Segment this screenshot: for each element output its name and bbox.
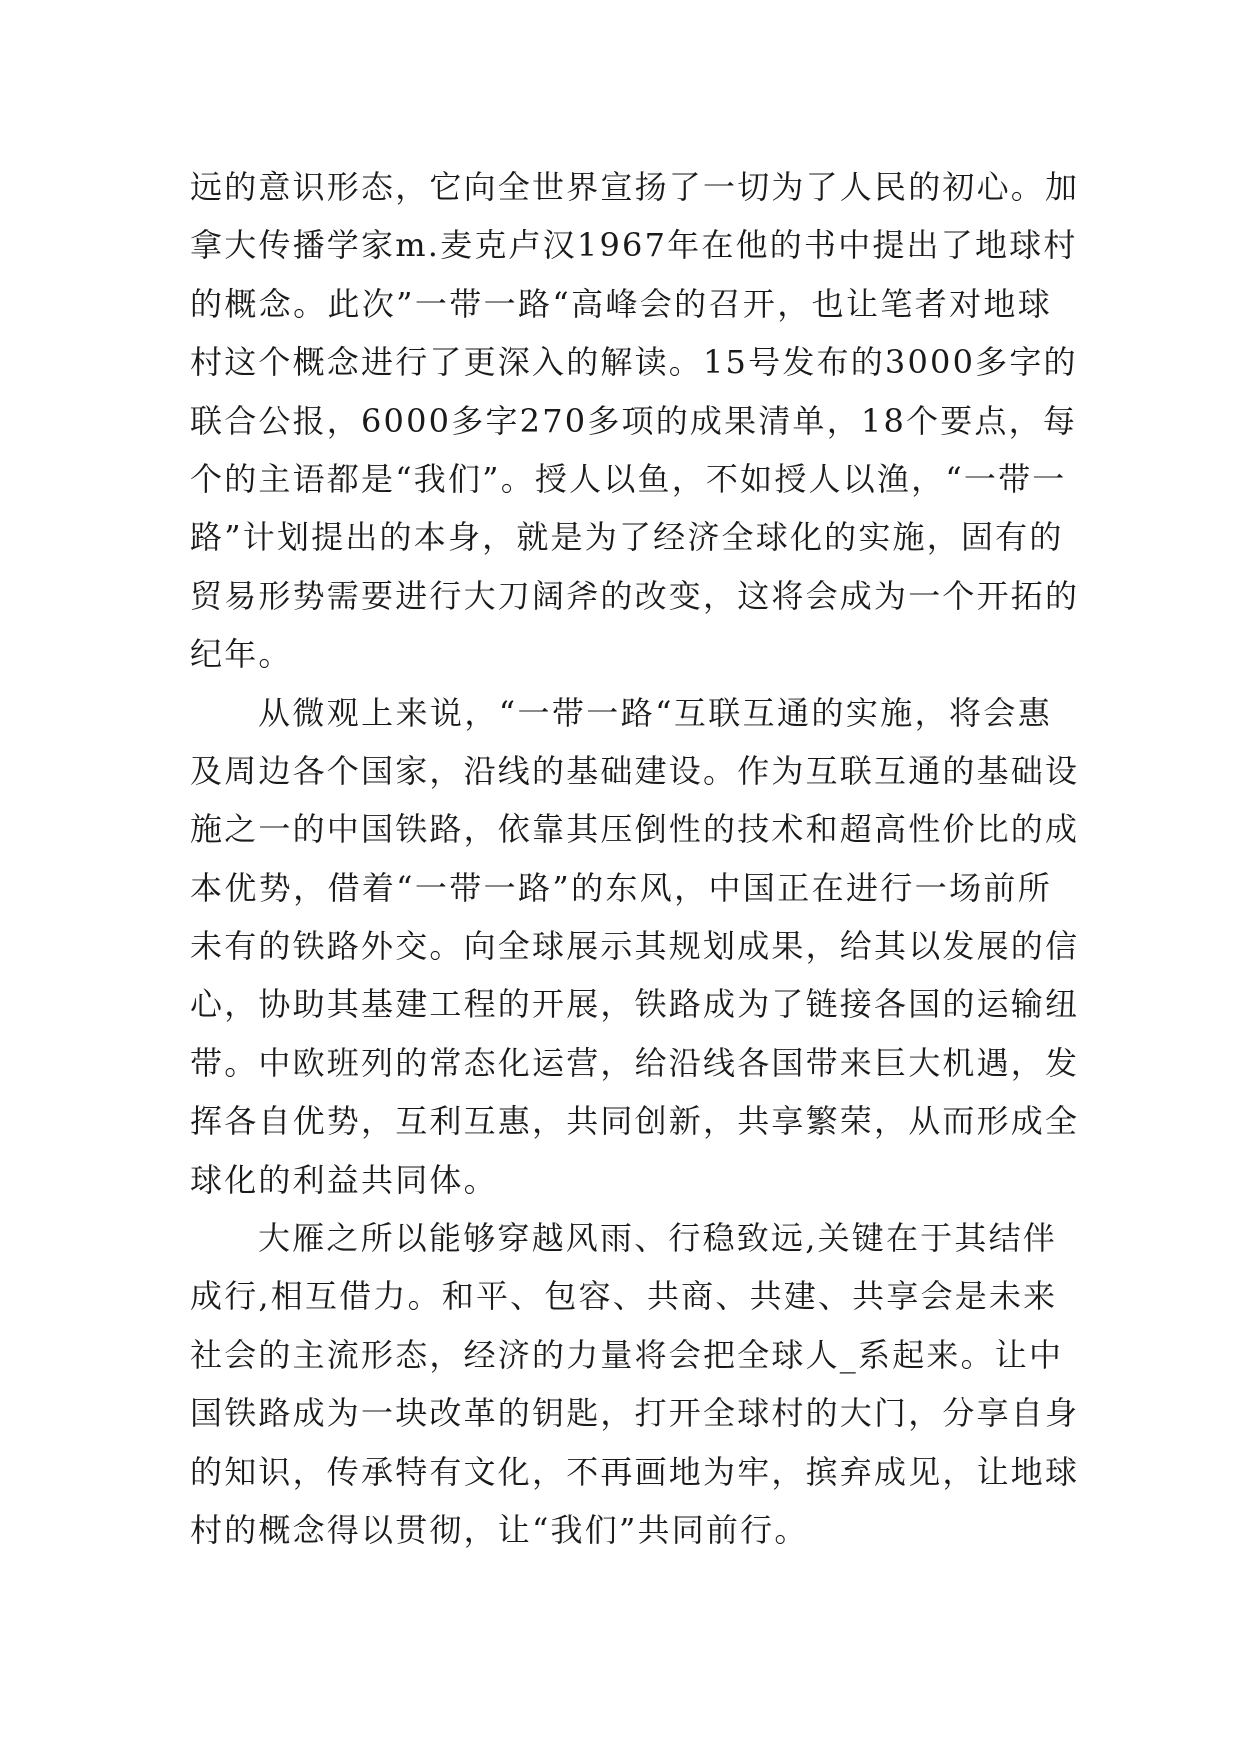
text-line: 未有的铁路外交。向全球展示其规划成果，给其以发展的信: [190, 927, 1080, 966]
text-line: 村的概念得以贯彻，让“我们”共同前行。: [190, 1510, 809, 1549]
text-line: 社会的主流形态，经济的力量将会把全球人_系起来。让中: [190, 1335, 1064, 1374]
text-line: 贸易形势需要进行大刀阔斧的改变，这将会成为一个开拓的: [190, 576, 1080, 615]
text-line: 带。中欧班列的常态化运营，给沿线各国带来巨大机遇，发: [190, 1043, 1080, 1082]
text-line: 从微观上来说，“一带一路“互联互通的实施，将会惠: [258, 693, 1052, 732]
text-line: 及周边各个国家，沿线的基础建设。作为互联互通的基础设: [190, 751, 1080, 790]
text-line: 拿大传播学家m.麦克卢汉1967年在他的书中提出了地球村: [190, 226, 1078, 265]
paragraph-1: [190, 158, 1080, 684]
text-line: 个的主语都是“我们”。授人以鱼，不如授人以渔，“一带一: [190, 459, 1067, 498]
text-line: 球化的利益共同体。: [190, 1160, 498, 1199]
text-line: 的概念。此次”一带一路“高峰会的召开，也让笔者对地球: [190, 284, 1052, 323]
paragraph-3: [190, 1209, 1080, 1559]
document-body: [190, 158, 1080, 1559]
text-line: 的知识，传承特有文化，不再画地为牢，摈弃成见，让地球: [190, 1452, 1080, 1491]
paragraph-2: [190, 684, 1080, 1210]
text-line: 成行,相互借力。和平、包容、共商、共建、共享会是未来: [190, 1277, 1058, 1316]
text-line: 村这个概念进行了更深入的解读。15号发布的3000多字的: [190, 343, 1078, 382]
text-line: 路”计划提出的本身，就是为了经济全球化的实施，固有的: [190, 518, 1064, 557]
text-line: 联合公报，6000多字270多项的成果清单，18个要点，每: [190, 401, 1078, 440]
text-line: 挥各自优势，互利互惠，共同创新，共享繁荣，从而形成全: [190, 1102, 1080, 1141]
text-line: 施之一的中国铁路，依靠其压倒性的技术和超高性价比的成: [190, 810, 1080, 849]
text-line: 纪年。: [190, 635, 293, 674]
text-line: 心，协助其基建工程的开展，铁路成为了链接各国的运输纽: [190, 985, 1080, 1024]
text-line: 远的意识形态，它向全世界宣扬了一切为了人民的初心。加: [190, 168, 1080, 206]
text-line: 本优势，借着“一带一路”的东风，中国正在进行一场前所: [190, 868, 1052, 907]
text-line: 大雁之所以能够穿越风雨、行稳致远,关键在于其结伴: [258, 1219, 1057, 1258]
text-line: 国铁路成为一块改革的钥匙，打开全球村的大门，分享自身: [190, 1394, 1080, 1433]
